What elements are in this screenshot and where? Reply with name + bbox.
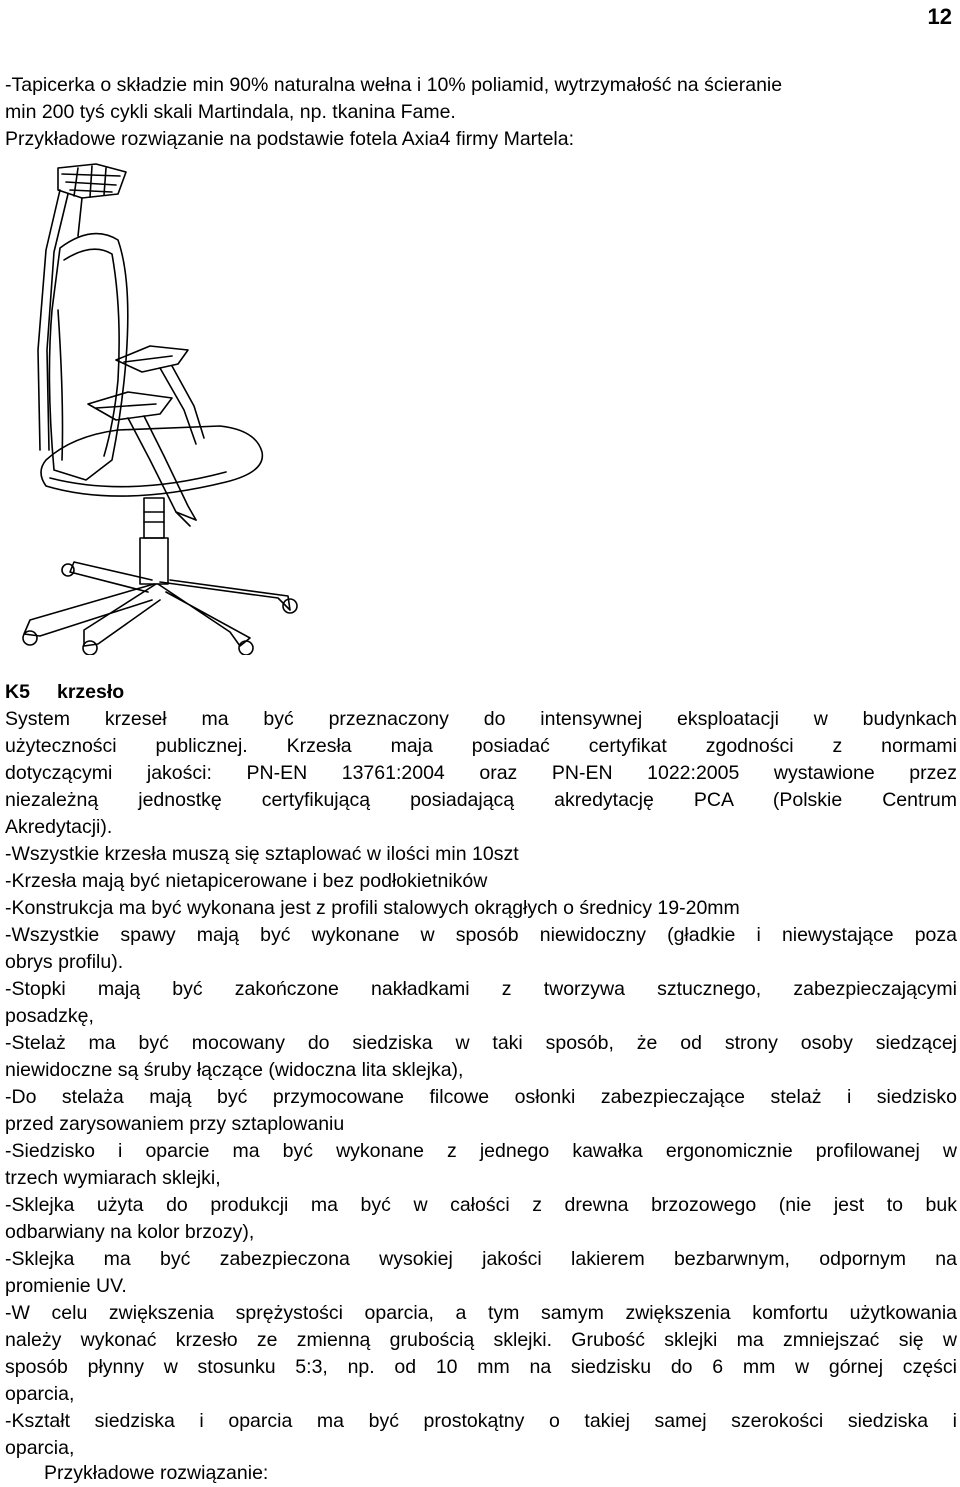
body-line: -Wszystkie spawy mają być wykonane w sposób niewidoczny (gładkie i niewystające poza [5,924,957,946]
office-chair-drawing-icon [0,160,310,655]
page-number: 12 [927,4,952,29]
body-line: oparcia, [5,1437,75,1459]
body-line: -Krzesła mają być nietapicerowane i bez podłokietników [5,870,488,892]
body-line: -Wszystkie krzesła muszą się sztaplować w ilości min 10szt [5,843,519,865]
body-line: -Konstrukcja ma być wykonana jest z profili stalowych okrągłych o średnicy 19-20mm [5,897,740,919]
body-line: posadzkę, [5,1005,94,1027]
body-line: odbarwiany na kolor brzozy), [5,1221,255,1243]
section-name: krzesło [57,681,125,703]
intro-line-3: Przykładowe rozwiązanie na podstawie fotela Axia4 firmy Martela: [5,128,575,150]
body-line: promienie UV. [5,1275,127,1297]
intro-line-1: -Tapicerka o składzie min 90% naturalna wełna i 10% poliamid, wytrzymałość na ścieranie [5,74,783,96]
body-line: System krzeseł ma być przeznaczony do intensywnej eksploatacji w budynkach [5,708,957,730]
intro-line-2: min 200 tyś cykli skali Martindala, np. tkanina Fame. [5,101,456,123]
body-line: należy wykonać krzesło ze zmienną grubością sklejki. Grubość sklejki ma zmniejszać się w [5,1329,957,1351]
body-line: sposób płynny w stosunku 5:3, np. od 10 mm na siedzisku do 6 mm w górnej części [5,1356,957,1378]
body-line: -Stopki mają być zakończone nakładkami z tworzywa sztucznego, zabezpieczającymi [5,978,957,1000]
body-line: obrys profilu). [5,951,124,973]
body-line: -Sklejka ma być zabezpieczona wysokiej jakości lakierem bezbarwnym, odpornym na [5,1248,957,1270]
body-line: -Siedzisko i oparcie ma być wykonane z jednego kawałka ergonomicznie profilowanej w [5,1140,957,1162]
example-label: Przykładowe rozwiązanie: [44,1462,269,1484]
body-line: dotyczącymi jakości: PN-EN 13761:2004 oraz PN-EN 1022:2005 wystawione przez [5,762,957,784]
body-line: niewidoczne są śruby łączące (widoczna lita sklejka), [5,1059,464,1081]
body-line: -W celu zwiększenia sprężystości oparcia, a tym samym zwiększenia komfortu użytkowania [5,1302,957,1324]
body-line: -Do stelaża mają być przymocowane filcowe osłonki zabezpieczające stelaż i siedzisko [5,1086,957,1108]
body-line: -Sklejka użyta do produkcji ma być w całości z drewna brzozowego (nie jest to buk [5,1194,957,1216]
body-line: przed zarysowaniem przy sztaplowaniu [5,1113,345,1135]
body-line: -Kształt siedziska i oparcia ma być prostokątny o takiej samej szerokości siedziska i [5,1410,957,1432]
body-line: -Stelaż ma być mocowany do siedziska w taki sposób, że od strony osoby siedzącej [5,1032,957,1054]
section-code: K5 [5,681,30,703]
body-line: oparcia, [5,1383,75,1405]
section-heading [5,679,957,706]
body-line: niezależną jednostkę certyfikującą posiadającą akredytację PCA (Polskie Centrum [5,789,957,811]
body-line: użyteczności publicznej. Krzesła maja posiadać certyfikat zgodności z normami [5,735,957,757]
body-line: Akredytacji). [5,816,113,838]
body-line: trzech wymiarach sklejki, [5,1167,221,1189]
